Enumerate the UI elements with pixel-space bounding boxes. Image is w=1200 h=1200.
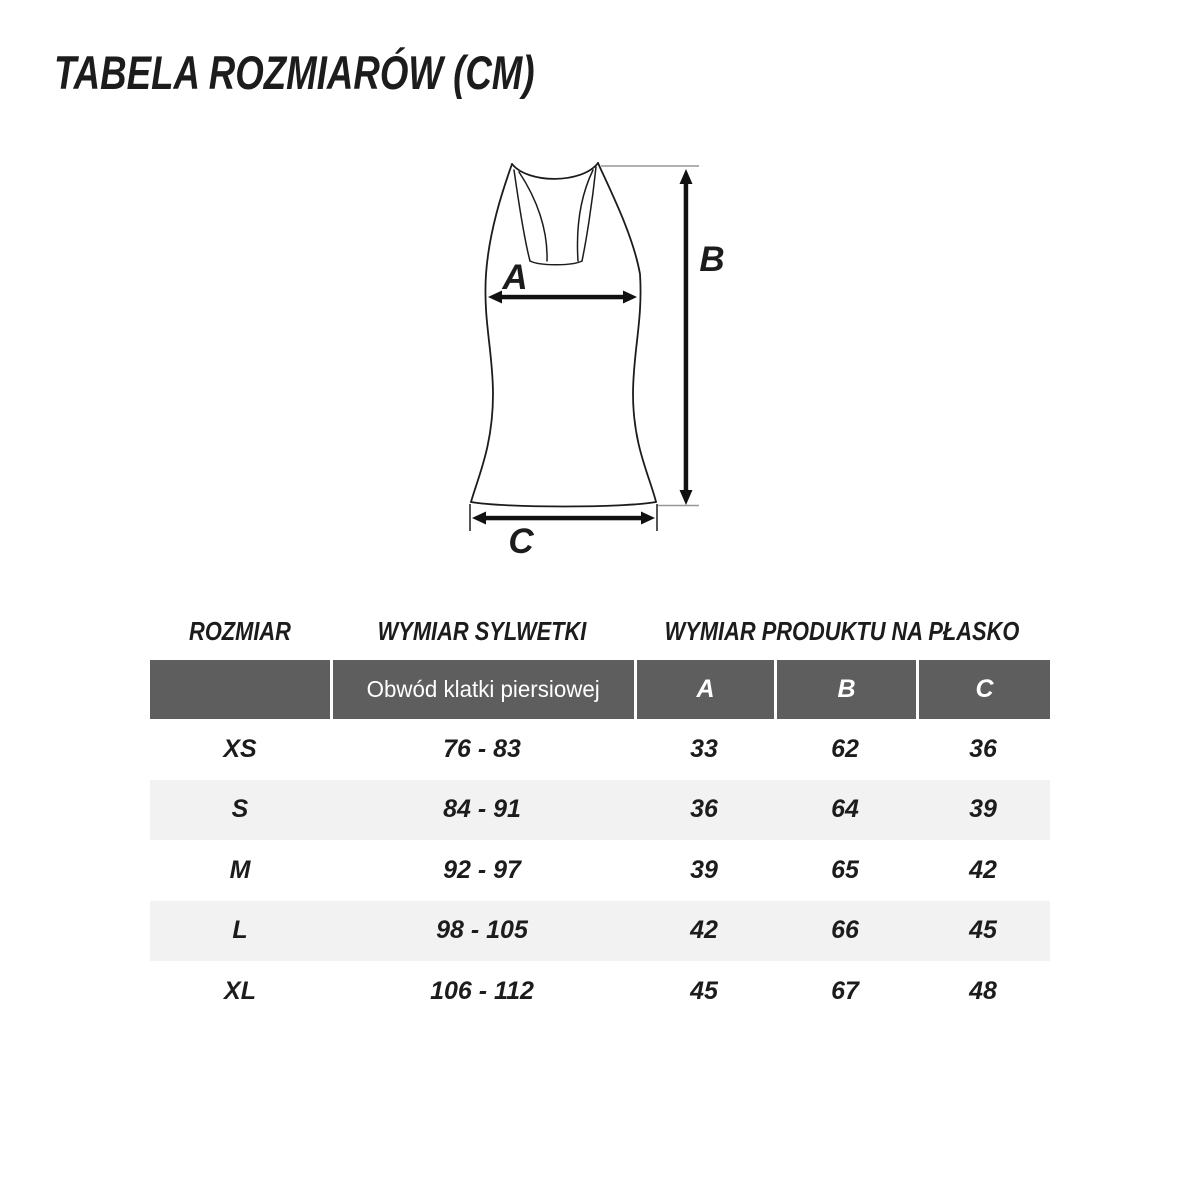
cell-c: 42 <box>969 855 997 884</box>
group-header-wymiar-produktu: WYMIAR PRODUKTU NA PŁASKO <box>664 616 1020 646</box>
cell-c: 39 <box>969 795 997 824</box>
cell-b: 66 <box>831 916 859 945</box>
racerback-seams <box>514 167 596 265</box>
tank-top-diagram <box>430 140 770 570</box>
diagram-label-c: C <box>508 522 534 561</box>
table-row-xs <box>150 719 1050 780</box>
cell-chest: 76 - 83 <box>443 734 521 763</box>
cell-a: 33 <box>690 734 718 763</box>
table-row-xl <box>150 961 1050 1022</box>
diagram-label-b: B <box>699 240 725 279</box>
arrow-b <box>680 169 693 505</box>
group-header-rozmiar: ROZMIAR <box>189 616 291 646</box>
size-table <box>150 660 1050 1022</box>
cell-a: 45 <box>690 976 718 1005</box>
header-cell-c: C <box>916 660 1050 719</box>
header-cell-chest-label: Obwód klatki piersiowej <box>366 676 601 702</box>
cell-c: 36 <box>969 734 997 763</box>
cell-b: 64 <box>831 795 859 824</box>
diagram-label-a: A <box>502 258 528 297</box>
header-cell-a: A <box>634 660 774 719</box>
cell-c: 48 <box>969 976 997 1005</box>
table-header-row <box>150 660 1050 719</box>
cell-chest: 84 - 91 <box>443 795 521 824</box>
table-row-l <box>150 901 1050 962</box>
header-cell-b: B <box>774 660 916 719</box>
cell-size: XS <box>223 734 257 763</box>
table-row-m <box>150 840 1050 901</box>
cell-b: 62 <box>831 734 859 763</box>
cell-size: L <box>232 916 248 945</box>
cell-b: 67 <box>831 976 859 1005</box>
table-row-s <box>150 780 1050 841</box>
cell-size: XL <box>224 976 256 1005</box>
cell-chest: 98 - 105 <box>436 916 528 945</box>
cell-size: S <box>231 795 249 824</box>
header-cell-size <box>150 660 330 719</box>
cell-a: 36 <box>690 795 718 824</box>
cell-a: 42 <box>690 916 718 945</box>
cell-size: M <box>229 855 251 884</box>
cell-b: 65 <box>831 855 859 884</box>
tank-top-outline <box>471 163 656 507</box>
cell-chest: 92 - 97 <box>443 855 521 884</box>
page-title: TABELA ROZMIARÓW (CM) <box>54 46 535 99</box>
cell-chest: 106 - 112 <box>430 976 534 1005</box>
arrow-c <box>472 512 655 525</box>
cell-c: 45 <box>969 916 997 945</box>
cell-a: 39 <box>690 855 718 884</box>
header-cell-chest <box>330 660 634 719</box>
group-header-wymiar-sylwetki: WYMIAR SYLWETKI <box>377 616 587 646</box>
